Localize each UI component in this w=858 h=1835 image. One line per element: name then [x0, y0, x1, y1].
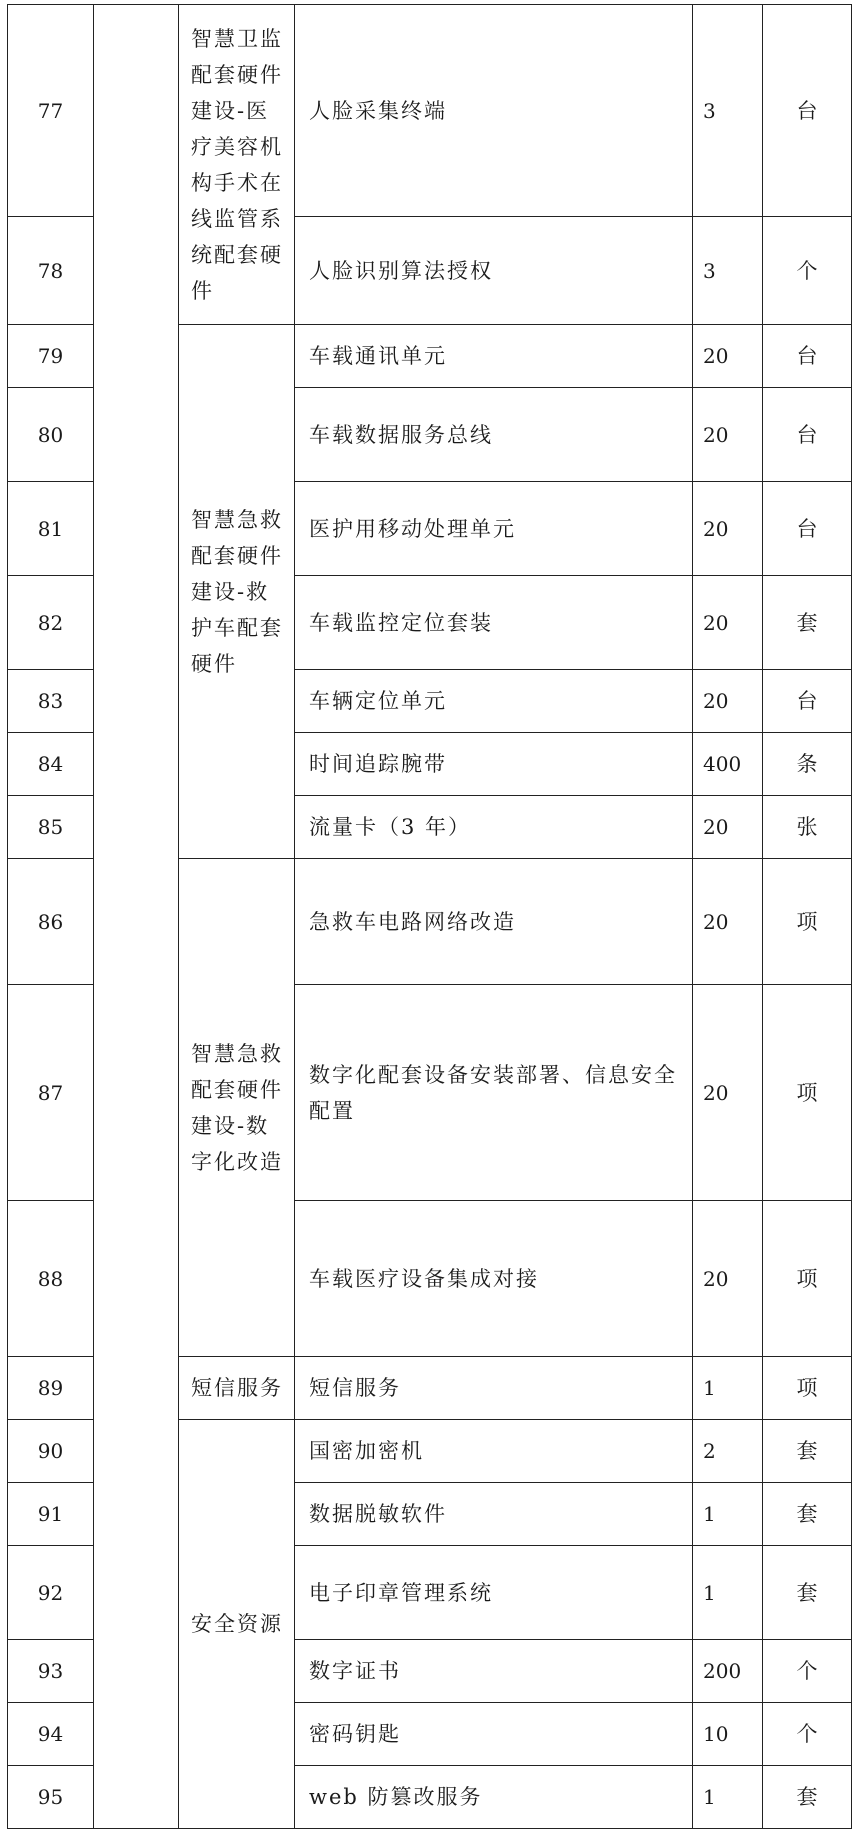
row-number: 83 — [8, 670, 94, 733]
quantity: 3 — [693, 217, 763, 325]
quantity: 10 — [693, 1703, 763, 1766]
row-number: 81 — [8, 482, 94, 576]
unit: 台 — [763, 388, 852, 482]
row-number: 80 — [8, 388, 94, 482]
unit: 台 — [763, 5, 852, 217]
quantity: 20 — [693, 325, 763, 388]
row-number: 87 — [8, 985, 94, 1201]
item-name: 数字证书 — [295, 1640, 693, 1703]
unit: 个 — [763, 1703, 852, 1766]
unit: 个 — [763, 1640, 852, 1703]
unit: 项 — [763, 985, 852, 1201]
unit: 项 — [763, 1201, 852, 1357]
row-number: 77 — [8, 5, 94, 217]
quantity: 20 — [693, 388, 763, 482]
unit: 套 — [763, 1546, 852, 1640]
item-name: 流量卡（3 年） — [295, 796, 693, 859]
row-number: 89 — [8, 1357, 94, 1420]
table-row — [8, 5, 852, 217]
unit: 套 — [763, 576, 852, 670]
quantity: 20 — [693, 796, 763, 859]
row-number: 93 — [8, 1640, 94, 1703]
quantity: 1 — [693, 1766, 763, 1829]
unit: 台 — [763, 325, 852, 388]
subcategory-cell: 安全资源 — [179, 1420, 295, 1829]
row-number: 79 — [8, 325, 94, 388]
unit: 个 — [763, 217, 852, 325]
row-number: 84 — [8, 733, 94, 796]
item-name: 车辆定位单元 — [295, 670, 693, 733]
row-number: 78 — [8, 217, 94, 325]
row-number: 82 — [8, 576, 94, 670]
unit: 套 — [763, 1766, 852, 1829]
quantity: 1 — [693, 1546, 763, 1640]
unit: 套 — [763, 1483, 852, 1546]
unit: 项 — [763, 1357, 852, 1420]
row-number: 95 — [8, 1766, 94, 1829]
item-name: 数字化配套设备安装部署、信息安全配置 — [295, 985, 693, 1201]
item-name: 车载数据服务总线 — [295, 388, 693, 482]
item-name: 车载监控定位套装 — [295, 576, 693, 670]
quantity: 20 — [693, 859, 763, 985]
row-number: 92 — [8, 1546, 94, 1640]
item-name: 短信服务 — [295, 1357, 693, 1420]
quantity: 20 — [693, 670, 763, 733]
row-number: 90 — [8, 1420, 94, 1483]
quantity: 1 — [693, 1357, 763, 1420]
item-name: 车载医疗设备集成对接 — [295, 1201, 693, 1357]
item-name: 时间追踪腕带 — [295, 733, 693, 796]
unit: 条 — [763, 733, 852, 796]
quantity: 400 — [693, 733, 763, 796]
unit: 项 — [763, 859, 852, 985]
unit: 台 — [763, 482, 852, 576]
item-name: 国密加密机 — [295, 1420, 693, 1483]
unit: 套 — [763, 1420, 852, 1483]
quantity: 3 — [693, 5, 763, 217]
subcategory-cell: 短信服务 — [179, 1357, 295, 1420]
row-number: 94 — [8, 1703, 94, 1766]
unit: 台 — [763, 670, 852, 733]
category-cell — [94, 5, 179, 1829]
procurement-table — [7, 4, 852, 1829]
row-number: 85 — [8, 796, 94, 859]
item-name: 人脸识别算法授权 — [295, 217, 693, 325]
item-name: 急救车电路网络改造 — [295, 859, 693, 985]
subcategory-cell: 智慧急救配套硬件建设-救护车配套硬件 — [179, 325, 295, 859]
item-name: 密码钥匙 — [295, 1703, 693, 1766]
item-name: 人脸采集终端 — [295, 5, 693, 217]
item-name: 车载通讯单元 — [295, 325, 693, 388]
row-number: 91 — [8, 1483, 94, 1546]
item-name: 医护用移动处理单元 — [295, 482, 693, 576]
unit: 张 — [763, 796, 852, 859]
quantity: 20 — [693, 482, 763, 576]
item-name: 数据脱敏软件 — [295, 1483, 693, 1546]
quantity: 1 — [693, 1483, 763, 1546]
item-name: web 防篡改服务 — [295, 1766, 693, 1829]
item-name: 电子印章管理系统 — [295, 1546, 693, 1640]
quantity: 2 — [693, 1420, 763, 1483]
subcategory-cell: 智慧卫监配套硬件建设-医疗美容机构手术在线监管系统配套硬件 — [179, 5, 295, 325]
row-number: 86 — [8, 859, 94, 985]
quantity: 20 — [693, 1201, 763, 1357]
quantity: 200 — [693, 1640, 763, 1703]
row-number: 88 — [8, 1201, 94, 1357]
subcategory-cell: 智慧急救配套硬件建设-数字化改造 — [179, 859, 295, 1357]
quantity: 20 — [693, 985, 763, 1201]
quantity: 20 — [693, 576, 763, 670]
